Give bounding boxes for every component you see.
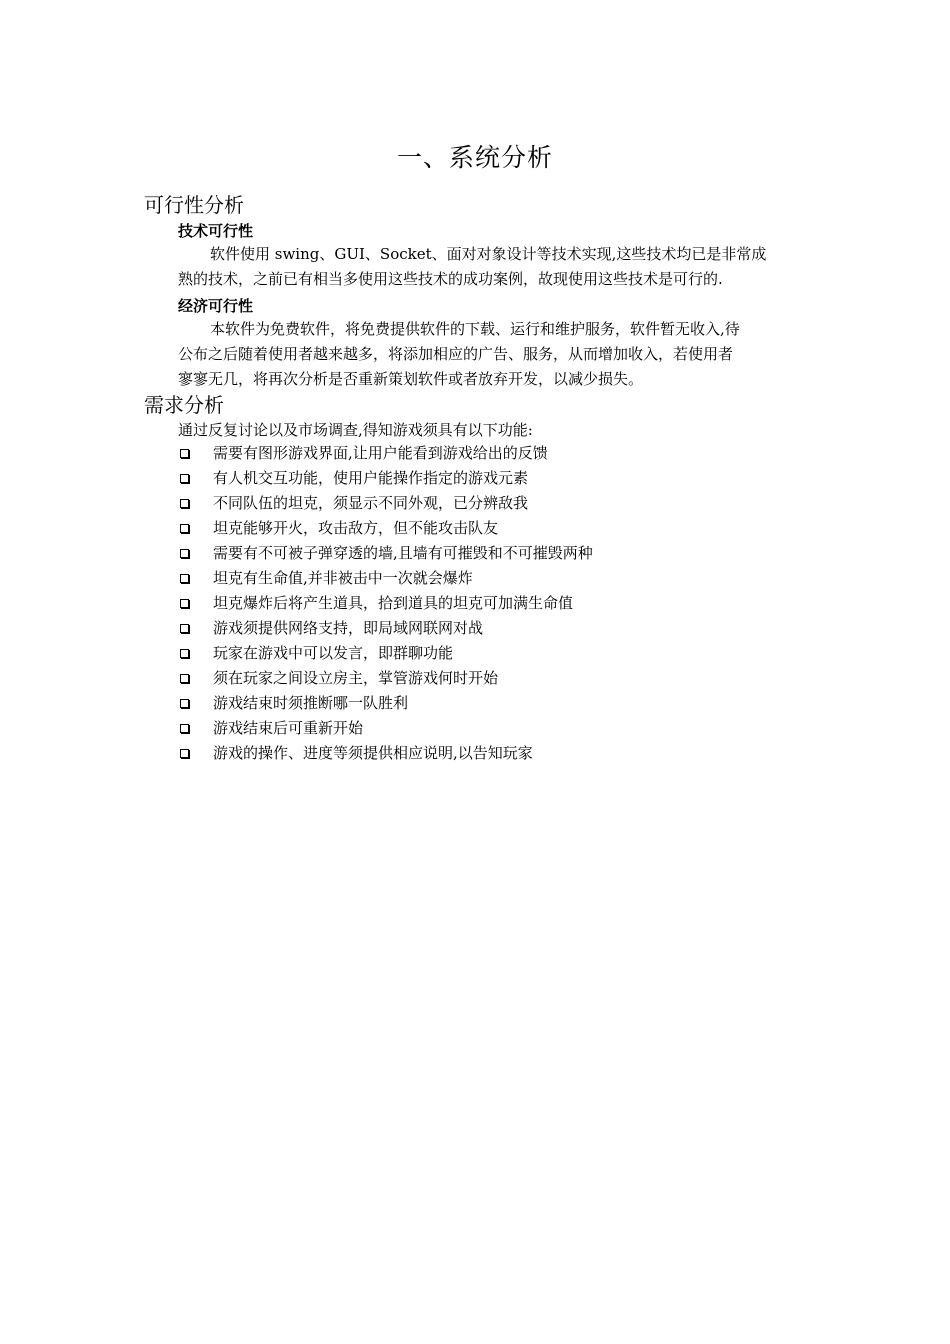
square-bullet-icon <box>180 449 189 458</box>
square-bullet-icon <box>180 499 189 508</box>
list-item: 游戏结束时须推断哪一队胜利 <box>178 691 593 716</box>
square-bullet-icon <box>180 549 189 558</box>
heading-technical-feasibility: 技术可行性 <box>178 222 254 240</box>
list-item: 有人机交互功能，使用户能操作指定的游戏元素 <box>178 466 593 491</box>
requirements-list <box>178 441 593 766</box>
heading-feasibility: 可行性分析 <box>144 193 244 217</box>
heading-economic-feasibility: 经济可行性 <box>178 297 254 315</box>
list-item: 坦克有生命值,并非被击中一次就会爆炸 <box>178 566 593 591</box>
square-bullet-icon <box>180 749 189 758</box>
paragraph-technical-feasibility <box>178 242 808 292</box>
requirements-intro: 通过反复讨论以及市场调查,得知游戏须具有以下功能: <box>178 421 533 439</box>
paragraph-line: 本软件为免费软件，将免费提供软件的下载、运行和维护服务，软件暂无收入,待 <box>210 320 740 338</box>
paragraph-line: 寥寥无几，将再次分析是否重新策划软件或者放弃开发，以减少损失。 <box>178 370 644 388</box>
square-bullet-icon <box>180 649 189 658</box>
paragraph-line: 公布之后随着使用者越来越多，将添加相应的广告、服务，从而增加收入，若使用者 <box>178 345 734 363</box>
list-item: 玩家在游戏中可以发言，即群聊功能 <box>178 641 593 666</box>
list-item: 须在玩家之间设立房主，掌管游戏何时开始 <box>178 666 593 691</box>
list-item: 需要有图形游戏界面,让用户能看到游戏给出的反馈 <box>178 441 593 466</box>
document-title: 一、系统分析 <box>396 143 553 172</box>
square-bullet-icon <box>180 574 189 583</box>
paragraph-line: 熟的技术，之前已有相当多使用这些技术的成功案例，故现使用这些技术是可行的. <box>178 270 723 288</box>
list-item: 坦克能够开火，攻击敌方，但不能攻击队友 <box>178 516 593 541</box>
list-item: 坦克爆炸后将产生道具，拾到道具的坦克可加满生命值 <box>178 591 593 616</box>
list-item: 不同队伍的坦克，须显示不同外观，已分辨敌我 <box>178 491 593 516</box>
square-bullet-icon <box>180 474 189 483</box>
paragraph-line: 软件使用 swing、GUI、Socket、面对对象设计等技术实现,这些技术均已是非常成 <box>210 245 767 263</box>
square-bullet-icon <box>180 699 189 708</box>
square-bullet-icon <box>180 599 189 608</box>
paragraph-economic-feasibility <box>178 317 808 392</box>
square-bullet-icon <box>180 524 189 533</box>
heading-requirements: 需求分析 <box>144 393 224 417</box>
list-item: 需要有不可被子弹穿透的墙,且墙有可摧毁和不可摧毁两种 <box>178 541 593 566</box>
list-item: 游戏须提供网络支持，即局域网联网对战 <box>178 616 593 641</box>
square-bullet-icon <box>180 624 189 633</box>
list-item: 游戏的操作、进度等须提供相应说明,以告知玩家 <box>178 741 593 766</box>
list-item: 游戏结束后可重新开始 <box>178 716 593 741</box>
square-bullet-icon <box>180 674 189 683</box>
square-bullet-icon <box>180 724 189 733</box>
